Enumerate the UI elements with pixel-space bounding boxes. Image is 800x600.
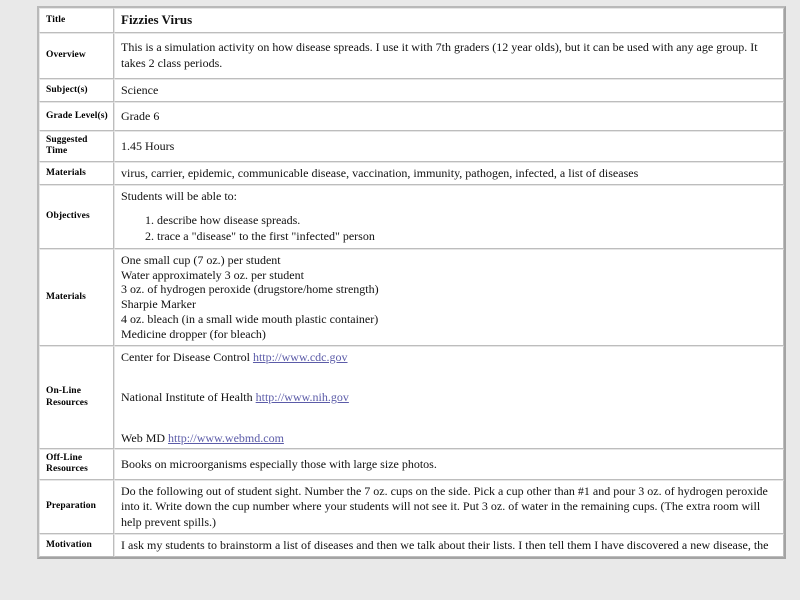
objectives-list bbox=[121, 213, 778, 244]
row-value-overview: This is a simulation activity on how disease spreads. I use it with 7th graders (12 year olds), but it can be used with any age group. It takes 2 class periods. bbox=[114, 33, 784, 79]
resource-entry-webmd bbox=[121, 431, 778, 445]
row-label-grade-levels: Grade Level(s) bbox=[39, 102, 114, 131]
table-row-grade-levels bbox=[39, 102, 784, 131]
resource-link-cdc[interactable]: http://www.cdc.gov bbox=[252, 349, 348, 364]
row-value-offline-resources: Books on microorganisms especially those with large size photos. bbox=[114, 449, 784, 480]
resource-spacer bbox=[121, 364, 778, 390]
row-value-online-resources bbox=[114, 346, 784, 449]
row-value-motivation: I ask my students to brainstorm a list of diseases and then we talk about their lists. I then tell them I have discovered a new disease, the bbox=[114, 534, 784, 557]
row-label-title: Title bbox=[39, 8, 114, 33]
table-row-materials-supplies bbox=[39, 249, 784, 346]
materials-line: 4 oz. bleach (in a small wide mouth plastic container) bbox=[121, 312, 379, 327]
row-label-overview: Overview bbox=[39, 33, 114, 79]
row-label-offline-resources: Off-Line Resources bbox=[39, 449, 114, 480]
lesson-plan-table-body bbox=[39, 8, 784, 557]
table-row-suggested-time bbox=[39, 131, 784, 162]
resource-entry-cdc bbox=[121, 350, 778, 364]
table-row-subjects bbox=[39, 79, 784, 102]
table-row-preparation bbox=[39, 480, 784, 534]
resource-entry-nih bbox=[121, 390, 778, 404]
row-value-materials-supplies bbox=[114, 249, 784, 346]
row-value-title: Fizzies Virus bbox=[114, 8, 784, 33]
row-value-preparation: Do the following out of student sight. Number the 7 oz. cups on the side. Pick a cup other than #1 and pour 3 oz. of hydrogen peroxide into it. Write down the cup number where your students will not see it. Put 3 oz. of water in the remaining cups. (The extra room will help prevent spills.) bbox=[114, 480, 784, 534]
resource-link-webmd[interactable]: http://www.webmd.com bbox=[168, 430, 284, 445]
resource-spacer bbox=[121, 405, 778, 431]
table-row-objectives bbox=[39, 185, 784, 249]
row-value-materials-vocabulary: virus, carrier, epidemic, communicable disease, vaccination, immunity, pathogen, infected, a list of diseases bbox=[114, 162, 784, 185]
row-label-preparation: Preparation bbox=[39, 480, 114, 534]
row-label-materials-vocabulary: Materials bbox=[39, 162, 114, 185]
materials-line: Medicine dropper (for bleach) bbox=[121, 327, 266, 342]
table-row-title bbox=[39, 8, 784, 33]
row-label-suggested-time: Suggested Time bbox=[39, 131, 114, 162]
table-row-online-resources bbox=[39, 346, 784, 449]
materials-line: One small cup (7 oz.) per student bbox=[121, 252, 281, 267]
resource-name-cdc: Center for Disease Control bbox=[121, 349, 253, 364]
resource-link-nih[interactable]: http://www.nih.gov bbox=[255, 390, 349, 405]
row-label-materials-supplies: Materials bbox=[39, 249, 114, 346]
objectives-list-item: 2. trace a "disease" to the first "infected" person bbox=[157, 229, 778, 245]
table-row-offline-resources bbox=[39, 449, 784, 480]
row-label-online-resources bbox=[39, 346, 114, 449]
resource-name-nih: National Institute of Health bbox=[121, 390, 256, 405]
row-label-online-resources-text: On-Line Resources bbox=[46, 386, 88, 408]
row-value-grade-levels: Grade 6 bbox=[114, 102, 784, 131]
row-value-subjects: Science bbox=[114, 79, 784, 102]
materials-line: Water approximately 3 oz. per student bbox=[121, 267, 304, 282]
lesson-plan-table bbox=[37, 6, 786, 559]
materials-line: Sharpie Marker bbox=[121, 297, 196, 312]
materials-line: 3 oz. of hydrogen peroxide (drugstore/home strength) bbox=[121, 282, 379, 297]
table-row-overview bbox=[39, 33, 784, 79]
resource-name-webmd: Web MD bbox=[121, 430, 169, 445]
table-row-materials-vocabulary bbox=[39, 162, 784, 185]
row-value-suggested-time: 1.45 Hours bbox=[114, 131, 784, 162]
row-value-objectives bbox=[114, 185, 784, 249]
objectives-intro: Students will be able to: bbox=[121, 189, 237, 204]
table-row-motivation bbox=[39, 534, 784, 557]
objectives-list-item: 1. describe how disease spreads. bbox=[157, 213, 778, 229]
row-label-subjects: Subject(s) bbox=[39, 79, 114, 102]
row-label-objectives: Objectives bbox=[39, 185, 114, 249]
row-label-motivation: Motivation bbox=[39, 534, 114, 557]
